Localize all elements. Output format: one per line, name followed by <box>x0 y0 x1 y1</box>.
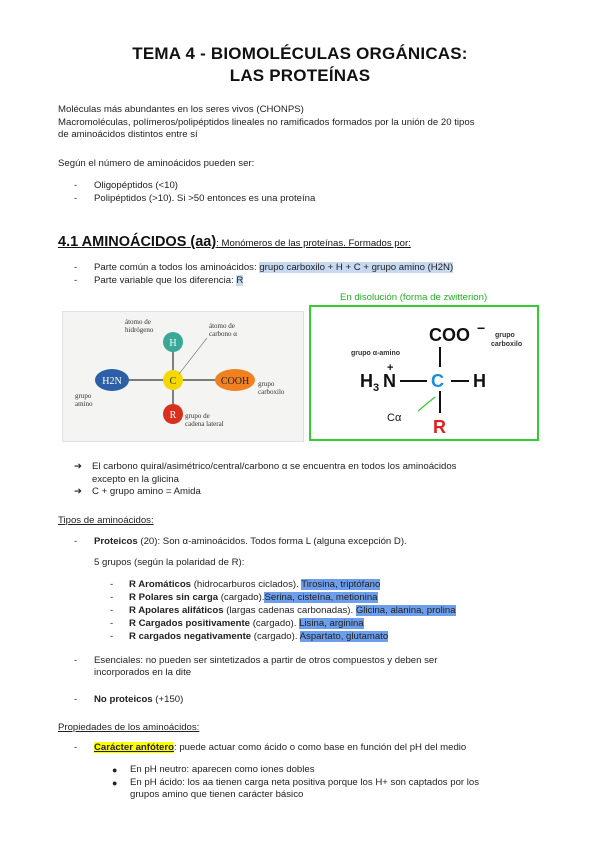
h-atom-label: H <box>169 338 177 349</box>
intro-line-3: de aminoácidos distintos entre sí <box>58 129 198 140</box>
intro-line-1: Moléculas más abundantes en los seres vivos (CHONPS) <box>58 104 304 115</box>
proteicos-rest: (20): Son α-aminoácidos. Todos forma L (alguna excepción D). <box>137 536 407 547</box>
h2n-label: H2N <box>102 376 122 387</box>
anfotero-rest: : puede actuar como ácido o como base en función del pH del medio <box>173 742 467 753</box>
c-alpha-label: Cα <box>387 412 402 424</box>
zwitterion-label: En disolución (forma de zwitterion) <box>340 292 488 303</box>
amino-acid-diagram <box>62 311 304 442</box>
c-atom-label: C <box>169 376 177 387</box>
r-group-name: R Apolares alifáticos <box>129 605 224 616</box>
grupo-carboxilo-label: grupo <box>258 380 275 388</box>
tipos-heading: Tipos de aminoácidos: <box>58 515 154 526</box>
coo-label: COO <box>429 325 471 345</box>
esenciales-line-2: incorporados en la dite <box>94 667 192 678</box>
r-group-examples: Glicina, alanina, prolina <box>355 605 456 616</box>
arrow-icon: ➔ <box>74 461 83 472</box>
page-subtitle: LAS PROTEÍNAS <box>229 66 371 85</box>
r-group-desc: (largas cadenas carbonadas). <box>223 605 356 616</box>
svg-text:amino: amino <box>75 400 93 408</box>
intro-line-2: Macromoléculas, polímeros/polipéptidos lineales no ramificados formados por la unión de 20 tipos <box>58 117 475 128</box>
atomo-hidrogeno-label: átomo de <box>125 318 151 326</box>
c-alpha-atom: C <box>431 371 444 391</box>
grupo-lateral-label: grupo de <box>185 412 210 420</box>
grupo-carboxilo-label: grupo <box>495 332 515 339</box>
svg-text:carbono α: carbono α <box>209 330 237 338</box>
esenciales-line-1: Esenciales: no pueden ser sintetizados a partir de otros compuestos y deben ser <box>94 655 438 666</box>
svg-text:hidrógeno: hidrógeno <box>125 326 154 334</box>
n-label: N <box>383 371 396 391</box>
anfotero-highlight: Carácter anfótero <box>94 742 174 753</box>
variable-part-label: Parte variable que los diferencia: <box>94 275 237 286</box>
arrow-icon: ➔ <box>74 486 83 497</box>
r-group-desc: (cargado). <box>250 618 300 629</box>
section-heading-rest: : Monómeros de las proteínas. Formados por: <box>216 238 411 249</box>
atomo-carbono-label: átomo de <box>209 322 235 330</box>
arrow-note-text: C + grupo amino = Amida <box>92 486 201 497</box>
r-group-desc: (hidrocarburos ciclados). <box>191 579 302 590</box>
r-group-desc: (cargado). <box>251 631 300 642</box>
zwitterion-diagram-svg <box>311 307 536 438</box>
common-part-highlight: grupo carboxilo + H + C + grupo amino (H2N) <box>259 262 454 273</box>
svg-text:cadena lateral: cadena lateral <box>185 420 224 428</box>
amino-acid-diagram-svg <box>63 312 305 443</box>
r-group-label: R <box>433 417 446 437</box>
h3-subscript: 3 <box>373 382 380 394</box>
bullet-text: En pH ácido: los aa tienen carga neta positiva porque los H+ son captados por los <box>130 777 480 788</box>
variable-part-highlight: R <box>236 275 244 286</box>
r-group-desc: (cargado). <box>218 592 265 603</box>
no-proteicos-bold: No proteicos <box>94 694 153 705</box>
propiedades-heading: Propiedades de los aminoácidos: <box>58 722 200 733</box>
r-group-name: R cargados negativamente <box>129 631 252 642</box>
svg-text:carboxilo: carboxilo <box>491 341 523 348</box>
h-atom: H <box>473 371 486 391</box>
h3-label: H <box>360 371 373 391</box>
common-part-label: Parte común a todos los aminoácidos: <box>94 262 260 273</box>
r-group-examples: Serina, cisteína, metionina <box>264 592 378 603</box>
r-group-examples: Aspartato, glutamato <box>299 631 389 642</box>
section-heading-aminoacidos <box>58 234 411 250</box>
arrow-note-text: excepto en la glicina <box>92 473 179 485</box>
list-item-text: Oligopéptidos (<10) <box>94 180 178 191</box>
svg-text:carboxilo: carboxilo <box>258 388 285 396</box>
grupo-amino-label: grupo α-amino <box>351 350 401 357</box>
page-title: TEMA 4 - BIOMOLÉCULAS ORGÁNICAS: <box>132 44 468 63</box>
zwitterion-diagram <box>309 305 539 441</box>
list-item-text: Polipéptidos (>10). Si >50 entonces es una proteína <box>94 193 316 204</box>
n-plus: + <box>387 362 394 374</box>
section-heading-abbr: (aa) <box>190 234 217 250</box>
r-group-examples: Tirosina, triptófano <box>301 579 381 590</box>
r-group-name: R Aromáticos <box>129 579 192 590</box>
coo-minus: − <box>477 320 486 336</box>
arrow-note-text: El carbono quiral/asimétrico/central/carbono α se encuentra en todos los aminoácidos <box>92 461 457 472</box>
r-group-name: R Polares sin carga <box>129 592 219 603</box>
no-proteicos-rest: (+150) <box>152 694 184 705</box>
proteicos-bold: Proteicos <box>94 536 138 547</box>
section-heading-text: 4.1 AMINOÁCIDOS <box>58 234 187 250</box>
grupo-amino-label: grupo <box>75 392 92 400</box>
r-group-examples: Lisina, arginina <box>299 618 364 629</box>
r-atom-label: R <box>169 410 177 421</box>
grupos-text: 5 grupos (según la polaridad de R): <box>94 557 245 568</box>
bullet-text: grupos amino que tienen carácter básico <box>130 789 304 800</box>
bullet-text: En pH neutro: aparecen como iones dobles <box>130 764 315 775</box>
segun-heading: Según el número de aminoácidos pueden ser: <box>58 158 255 169</box>
r-group-name: R Cargados positivamente <box>129 618 251 629</box>
cooh-label: COOH <box>220 376 250 387</box>
